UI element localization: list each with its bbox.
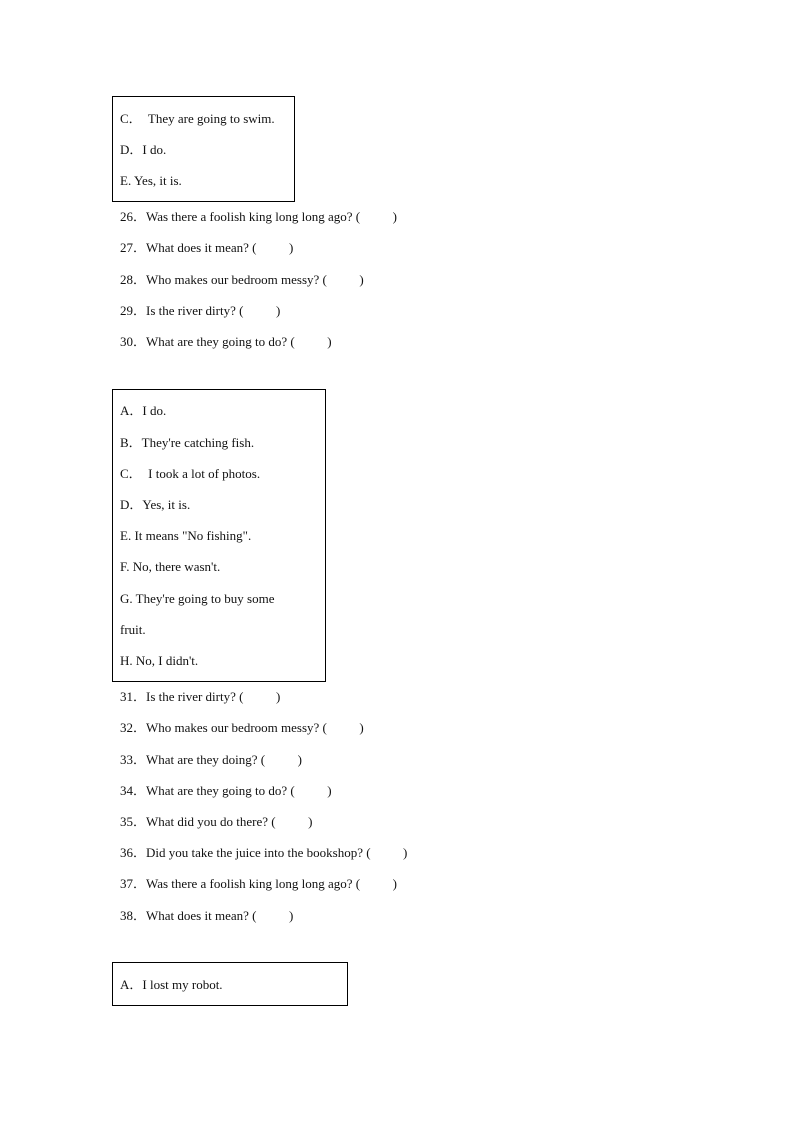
option-e: E. Yes, it is. bbox=[120, 173, 182, 188]
question-38: 38．What does it mean? ( ) bbox=[120, 908, 294, 923]
option-g-continued: fruit. bbox=[120, 622, 146, 637]
question-37: 37．Was there a foolish king long long ago? ( ) bbox=[120, 876, 397, 891]
question-33: 33．What are they doing? ( ) bbox=[120, 752, 302, 767]
option-d: D．Yes, it is. bbox=[120, 497, 191, 512]
option-h: H. No, I didn't. bbox=[120, 653, 199, 668]
question-36: 36．Did you take the juice into the bookshop? ( ) bbox=[120, 845, 408, 860]
option-a: A．I do. bbox=[120, 403, 167, 418]
options-box-3 bbox=[112, 962, 348, 1006]
question-34: 34．What are they going to do? ( ) bbox=[120, 783, 332, 798]
option-f: F. No, there wasn't. bbox=[120, 559, 221, 574]
question-31: 31．Is the river dirty? ( ) bbox=[120, 689, 281, 704]
option-c: C． I took a lot of photos. bbox=[120, 466, 261, 481]
option-d: D．I do. bbox=[120, 142, 167, 157]
question-35: 35．What did you do there? ( ) bbox=[120, 814, 313, 829]
question-26: 26．Was there a foolish king long long ago? ( ) bbox=[120, 209, 397, 224]
question-29: 29．Is the river dirty? ( ) bbox=[120, 303, 281, 318]
options-box-2 bbox=[112, 389, 326, 682]
option-c: C． They are going to swim. bbox=[120, 111, 275, 126]
option-b: B．They're catching fish. bbox=[120, 435, 255, 450]
option-g: G. They're going to buy some bbox=[120, 591, 275, 606]
question-28: 28．Who makes our bedroom messy? ( ) bbox=[120, 272, 364, 287]
question-30: 30．What are they going to do? ( ) bbox=[120, 334, 332, 349]
option-e: E. It means "No fishing". bbox=[120, 528, 252, 543]
option-a: A．I lost my robot. bbox=[120, 977, 223, 992]
question-32: 32．Who makes our bedroom messy? ( ) bbox=[120, 720, 364, 735]
question-27: 27．What does it mean? ( ) bbox=[120, 240, 294, 255]
options-box-1 bbox=[112, 96, 295, 202]
